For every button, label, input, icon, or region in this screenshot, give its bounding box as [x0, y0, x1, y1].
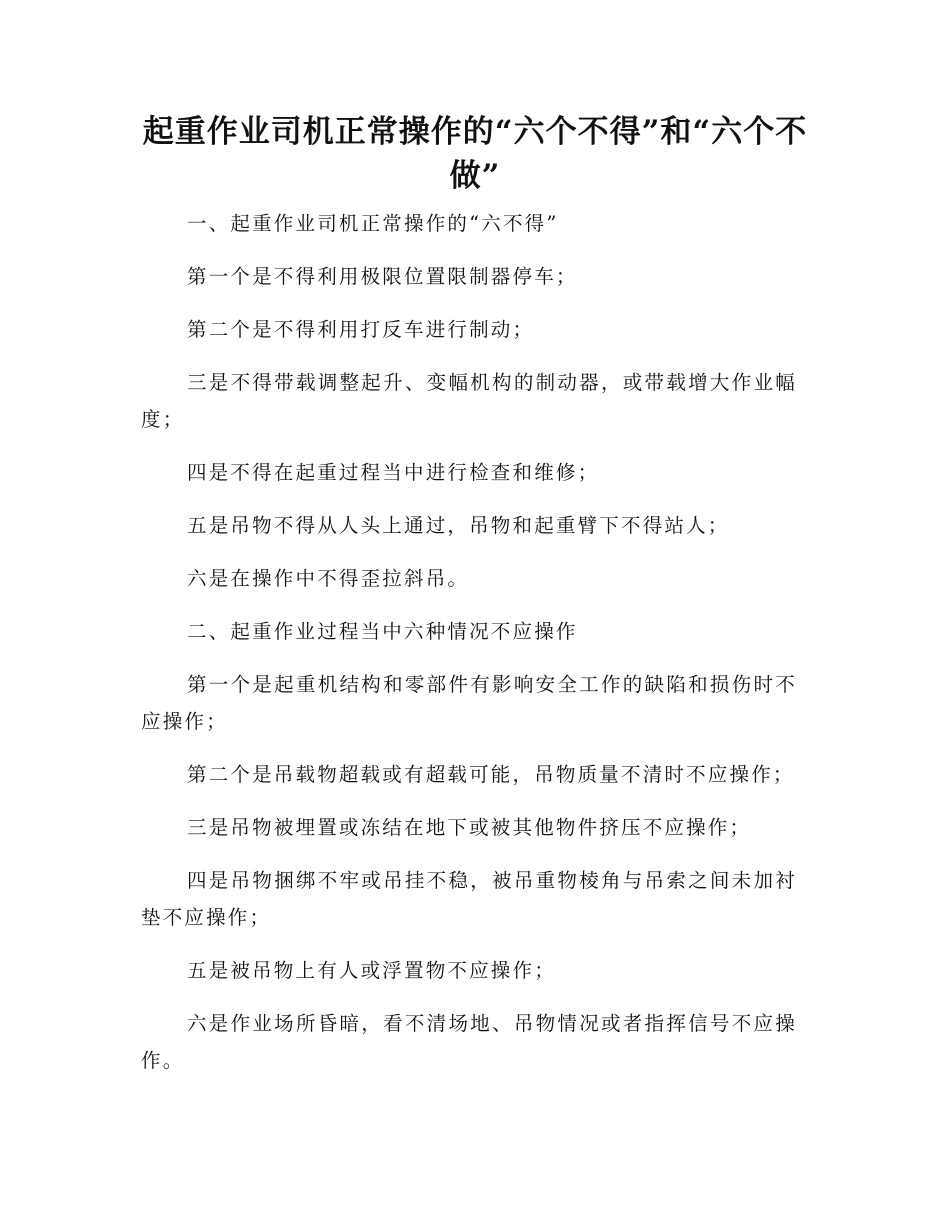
paragraph: 三是吊物被埋置或冻结在地下或被其他物件挤压不应操作；: [187, 816, 752, 839]
paragraph: 六是在操作中不得歪拉斜吊。: [187, 567, 470, 590]
paragraph: 四是吊物捆绑不牢或吊挂不稳，被吊重物棱角与吊索之间未加衬垫不应操作；: [141, 869, 797, 929]
document-title: 起重作业司机正常操作的“六个不得”和“六个不做”: [142, 114, 808, 194]
paragraph: 五是被吊物上有人或浮置物不应操作；: [187, 959, 556, 982]
paragraph: 第二个是不得利用打反车进行制动；: [187, 318, 535, 341]
paragraph: 五是吊物不得从人头上通过，吊物和起重臂下不得站人；: [187, 514, 730, 537]
paragraph: 第二个是吊载物超载或有超载可能，吊物质量不清时不应操作；: [187, 763, 795, 786]
paragraph: 四是不得在起重过程当中进行检查和维修；: [187, 461, 600, 484]
document-body: [141, 205, 797, 1095]
paragraph: 三是不得带载调整起升、变幅机构的制动器，或带载增大作业幅度；: [141, 371, 797, 431]
paragraph: 第一个是起重机结构和零部件有影响安全工作的缺陷和损伤时不应操作；: [141, 673, 797, 733]
paragraph: 六是作业场所昏暗，看不清场地、吊物情况或者指挥信号不应操作。: [141, 1012, 797, 1072]
section-heading-2: 二、起重作业过程当中六种情况不应操作: [187, 620, 578, 643]
section-heading-1: 一、起重作业司机正常操作的“六不得”: [187, 212, 559, 235]
paragraph: 第一个是不得利用极限位置限制器停车；: [187, 265, 578, 288]
